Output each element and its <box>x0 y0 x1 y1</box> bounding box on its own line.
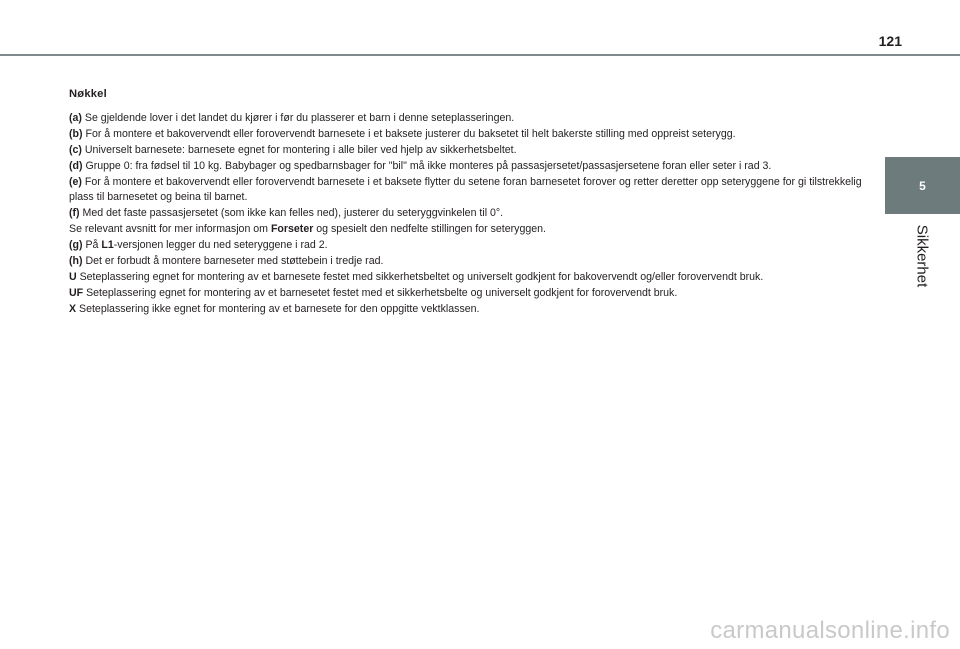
key-text: For å montere et bakovervendt eller forovervendt barnesete i et baksete justerer du baksetet til helt bakerste stilling med oppreist seterygg. <box>82 127 736 140</box>
legend-item-uf <box>69 286 869 302</box>
key-label: (c) <box>69 143 82 156</box>
key-item-e <box>69 175 869 207</box>
chapter-number: 5 <box>919 178 926 193</box>
key-item-c <box>69 143 869 159</box>
key-item-g <box>69 238 869 254</box>
key-text: -versjonen legger du ned seteryggene i rad 2. <box>113 239 328 252</box>
legend-text: Seteplassering ikke egnet for montering av et barnesete for den oppgitte vektklassen. <box>76 302 480 315</box>
legend-label: X <box>69 302 77 315</box>
key-item-f <box>69 206 869 222</box>
chapter-tab[interactable] <box>885 157 960 214</box>
key-label: (d) <box>69 159 83 172</box>
key-item-h <box>69 254 869 270</box>
legend-label: UF <box>69 286 84 299</box>
key-item-a <box>69 111 869 127</box>
page-number: 121 <box>878 33 902 49</box>
key-text: Gruppe 0: fra fødsel til 10 kg. Babybager og spedbarnsbager for "bil" må ikke monteres på passasjersetet/passasjersetene foran eller seter i rad 3. <box>82 159 772 172</box>
legend-text: Seteplassering egnet for montering av et barnesete festet med sikkerhetsbeltet og universelt godkjent for bakovervendt og/eller forovervendt bruk. <box>76 270 764 283</box>
legend-item-x <box>69 302 869 318</box>
key-label: (b) <box>69 127 83 140</box>
section-heading: Nøkkel <box>69 88 107 100</box>
watermark: carmanualsonline.info <box>710 617 950 644</box>
key-label: (g) <box>69 239 83 252</box>
key-text: På <box>82 239 102 252</box>
reference-note <box>69 222 869 238</box>
chapter-title: Sikkerhet <box>913 224 931 288</box>
key-label: (f) <box>69 207 80 220</box>
note-text: Se relevant avsnitt for mer informasjon om <box>69 223 271 236</box>
key-item-b <box>69 127 869 143</box>
legend-label: U <box>69 270 77 283</box>
note-link-forseter: Forseter <box>270 223 314 236</box>
note-text: og spesielt den nedfelte stillingen for seteryggen. <box>313 223 546 236</box>
version-label: L1 <box>101 239 114 252</box>
legend-item-u <box>69 270 869 286</box>
key-label: (h) <box>69 255 83 268</box>
key-text: Det er forbudt å montere barneseter med støttebein i tredje rad. <box>82 255 384 268</box>
key-text: For å montere et bakovervendt eller forovervendt barnesete i et baksete flytter du setene foran barnesetet forover og retter deretter opp seteryggene for gi tilstrekkelig plass til barnesetet og beina til barnet. <box>69 175 862 204</box>
legend-text: Seteplassering egnet for montering av et barnesetet festet med et sikkerhetsbelte og universelt godkjent for forovervendt bruk. <box>83 286 678 299</box>
key-section <box>69 87 869 318</box>
key-text: Universelt barnesete: barnesete egnet for montering i alle biler ved hjelp av sikkerhetsbeltet. <box>81 143 517 156</box>
key-label: (e) <box>69 175 82 188</box>
key-item-d <box>69 159 869 175</box>
key-text: Se gjeldende lover i det landet du kjører i før du plasserer et barn i denne seteplasseringen. <box>81 111 515 124</box>
key-text: Med det faste passasjersetet (som ikke kan felles ned), justerer du seteryggvinkelen til 0°. <box>79 207 504 220</box>
key-label: (a) <box>69 111 82 124</box>
header-divider <box>0 54 960 56</box>
